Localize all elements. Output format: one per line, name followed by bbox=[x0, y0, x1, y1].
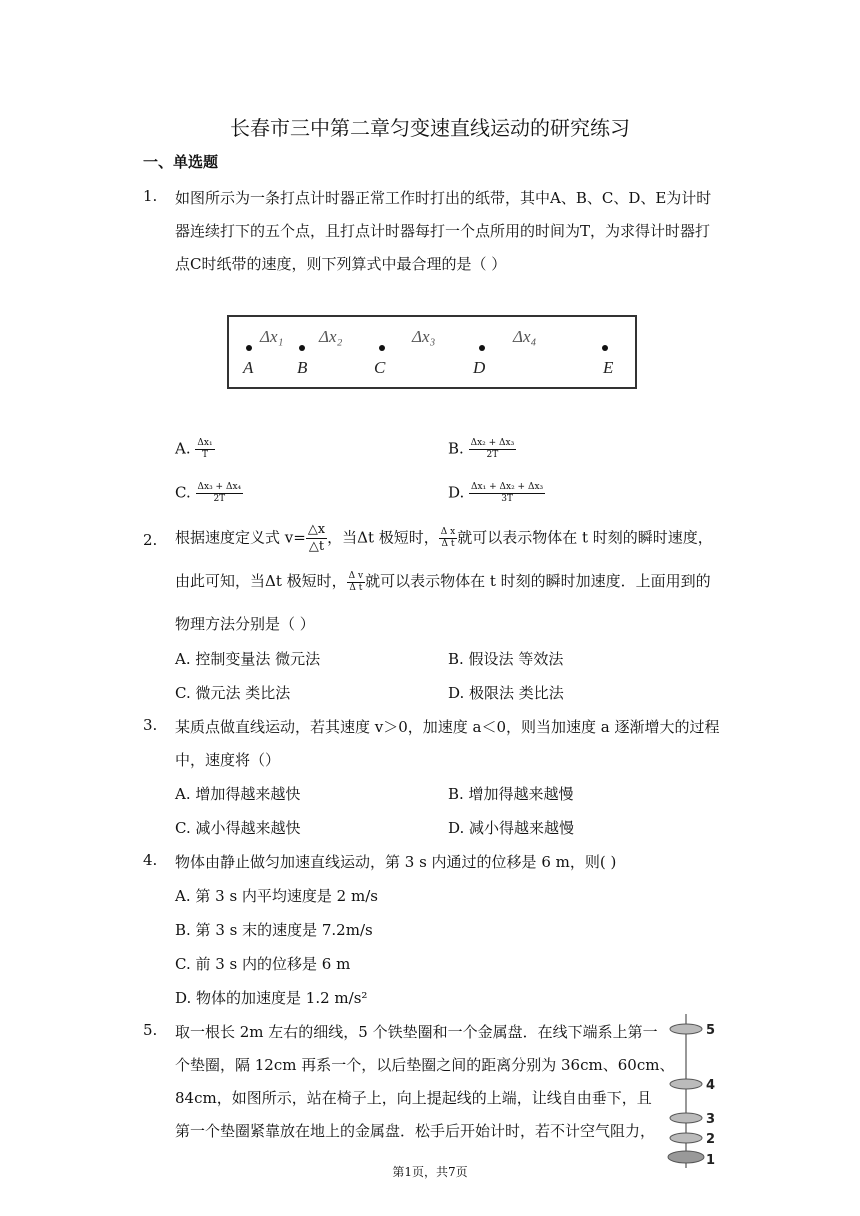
dot-b bbox=[299, 345, 305, 351]
page-title: 长春市三中第二章匀变速直线运动的研究练习 bbox=[230, 116, 630, 140]
question-number: 3. bbox=[143, 716, 158, 734]
q4-line: 物体由静止做匀加速直线运动，第 3 s 内通过的位移是 6 m，则( ) bbox=[175, 853, 617, 871]
washer-label: 3 bbox=[706, 1112, 716, 1127]
section-heading: 一、单选题 bbox=[143, 153, 219, 171]
q2-line: 由此可知，当Δt 极短时， $\frac{\text{Δ v}}{\text{Δ t}}$ 就可以表示物体在 t 时刻的瞬时加速度．上面用到的 bbox=[175, 570, 711, 593]
dot-c bbox=[379, 345, 385, 351]
point-label: B bbox=[297, 358, 308, 377]
option-c[interactable]: C. 前 3 s 内的位移是 6 m bbox=[175, 955, 351, 973]
q2-line: 根据速度定义式 v= $\frac{\triangle x}{\triangle t}$ ，当Δt 极短时， $\frac{\text{Δ x}}{\text{Δ t}}$ 就可以表示物体在 t 时刻的瞬时速度， bbox=[175, 522, 713, 554]
q2-line: 物理方法分别是（ ） bbox=[175, 615, 315, 633]
q3-line: 某质点做直线运动，若其速度 v＞0，加速度 a＜0，则当加速度 a 逐渐增大的过程 bbox=[175, 718, 720, 736]
option-a[interactable]: A. 控制变量法 微元法 bbox=[175, 650, 321, 668]
option-a[interactable]: A. $\frac{\text{Δx₁}}{T}$ bbox=[175, 438, 213, 460]
point-label: C bbox=[374, 358, 386, 377]
option-a[interactable]: A. 第 3 s 内平均速度是 2 m/s bbox=[175, 887, 378, 905]
q1-line: 器连续打下的五个点，且打点计时器每打一个点所用的时间为T，为求得计时器打 bbox=[175, 222, 711, 240]
washer-label: 2 bbox=[706, 1132, 716, 1147]
washer-4 bbox=[670, 1079, 702, 1089]
option-b[interactable]: B. 假设法 等效法 bbox=[448, 650, 564, 668]
option-b[interactable]: B. 第 3 s 末的速度是 7.2m/s bbox=[175, 921, 373, 939]
q5-line: 个垫圈，隔 12cm 再系一个，以后垫圈之间的距离分别为 36cm、60cm、 bbox=[175, 1056, 675, 1074]
washer-2 bbox=[670, 1133, 702, 1143]
option-c[interactable]: C. 微元法 类比法 bbox=[175, 684, 291, 702]
interval-label: Δx₄ bbox=[513, 327, 537, 346]
option-d[interactable]: D. 物体的加速度是 1.2 m/s² bbox=[175, 989, 368, 1007]
q5-line: 取一根长 2m 左右的细线，5 个铁垫圈和一个金属盘．在线下端系上第一 bbox=[175, 1023, 658, 1041]
washer-string-figure bbox=[662, 1012, 722, 1170]
q1-line: 如图所示为一条打点计时器正常工作时打出的纸带，其中A、B、C、D、E为计时 bbox=[175, 189, 712, 207]
question-number: 5. bbox=[143, 1021, 158, 1039]
q5-line: 第一个垫圈紧靠放在地上的金属盘．松手后开始计时，若不计空气阻力， bbox=[175, 1122, 656, 1140]
option-c[interactable]: C. 减小得越来越快 bbox=[175, 819, 301, 837]
point-label: E bbox=[603, 358, 614, 377]
page-footer: 第1页，共7页 bbox=[392, 1165, 468, 1179]
question-number: 1. bbox=[143, 187, 158, 205]
q1-line: 点C时纸带的速度，则下列算式中最合理的是（ ） bbox=[175, 255, 507, 273]
washer-5 bbox=[670, 1024, 702, 1034]
dot-a bbox=[246, 345, 252, 351]
washer-label: 4 bbox=[706, 1078, 716, 1093]
question-number: 4. bbox=[143, 851, 158, 869]
washer-3 bbox=[670, 1113, 702, 1123]
point-label: D bbox=[473, 358, 486, 377]
question-number: 2. bbox=[143, 531, 158, 549]
option-d[interactable]: D. 极限法 类比法 bbox=[448, 684, 564, 702]
interval-label: Δx₁ bbox=[260, 327, 284, 346]
option-a[interactable]: A. 增加得越来越快 bbox=[175, 785, 301, 803]
option-d[interactable]: D. $\frac{\text{Δx₁ + Δx₂ + Δx₃}}{3T}$ bbox=[448, 482, 544, 504]
interval-label: Δx₃ bbox=[412, 327, 436, 346]
tape-marks bbox=[227, 315, 637, 389]
dot-e bbox=[602, 345, 608, 351]
q5-line: 84cm，如图所示，站在椅子上，向上提起线的上端，让线自由垂下，且 bbox=[175, 1089, 652, 1107]
option-d[interactable]: D. 减小得越来越慢 bbox=[448, 819, 575, 837]
point-label: A bbox=[243, 358, 254, 377]
dot-d bbox=[479, 345, 485, 351]
washer-label: 1 bbox=[706, 1153, 716, 1168]
washer-1 bbox=[668, 1151, 704, 1163]
interval-label: Δx₂ bbox=[319, 327, 343, 346]
q3-line: 中，速度将（） bbox=[175, 751, 281, 769]
option-c[interactable]: C. $\frac{\text{Δx₃ + Δx₄}}{2T}$ bbox=[175, 482, 242, 504]
option-b[interactable]: B. 增加得越来越慢 bbox=[448, 785, 574, 803]
washer-label: 5 bbox=[706, 1023, 716, 1038]
option-b[interactable]: B. $\frac{\text{Δx₂ + Δx₃}}{2T}$ bbox=[448, 438, 515, 460]
